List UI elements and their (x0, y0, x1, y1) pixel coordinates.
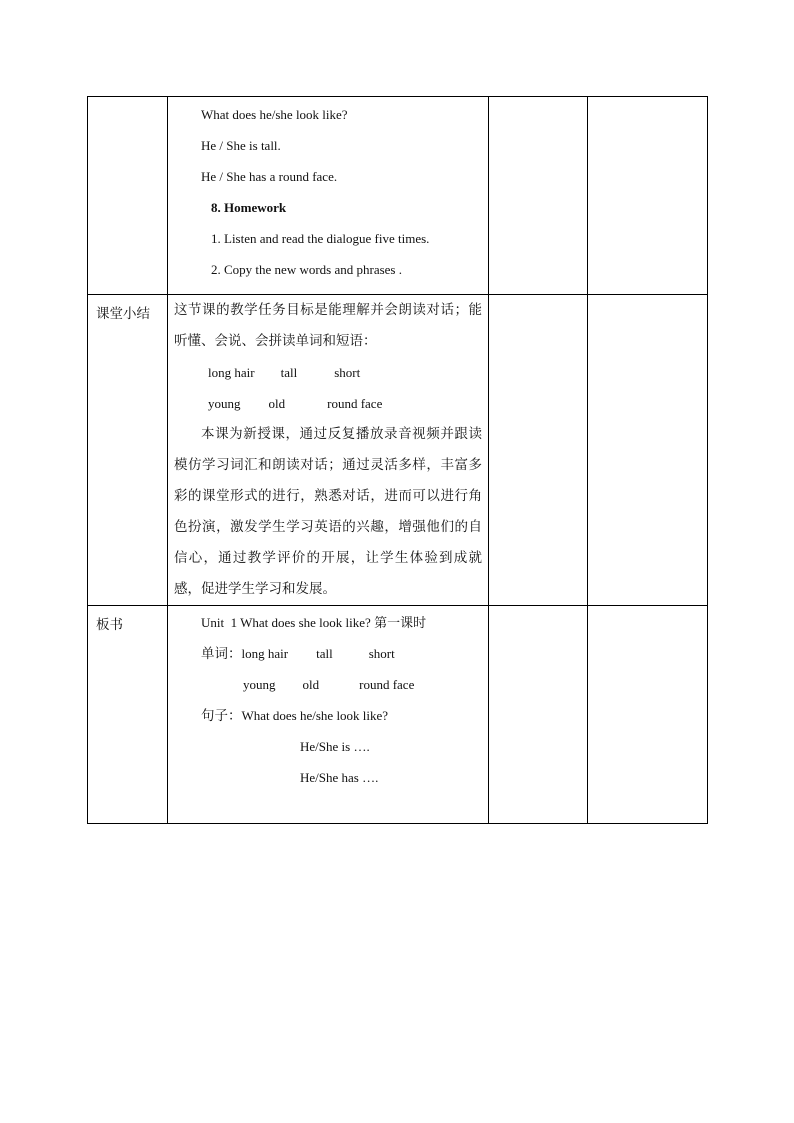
row-label: 板书 (96, 617, 123, 633)
vocab-word: young (243, 677, 276, 692)
table-row-blackboard (88, 606, 708, 824)
row-label: 课堂小结 (96, 306, 150, 322)
homework-item: 2. Copy the new words and phrases . (211, 262, 402, 277)
table-row-dialogue (88, 97, 708, 295)
empty-cell (489, 606, 588, 824)
homework-heading: 8. Homework (211, 200, 287, 215)
vocab-word: short (334, 365, 361, 380)
vocab-word: long hair (241, 646, 289, 661)
table-row-summary (88, 295, 708, 606)
content-cell-summary (168, 295, 489, 606)
content-cell-dialogue (168, 97, 489, 295)
sentence-question: What does he/she look like? (241, 708, 389, 723)
sentence-label: 句子： (201, 708, 242, 724)
vocab-word: round face (359, 677, 415, 692)
words-label: 单词： (201, 646, 242, 662)
vocab-word: old (268, 396, 286, 411)
empty-cell (588, 606, 708, 824)
words-line (168, 638, 488, 669)
vocab-word: tall (280, 365, 298, 380)
empty-cell (588, 97, 708, 295)
vocab-word: old (302, 677, 320, 692)
blackboard-title: Unit 1 What does she look like? 第一课时 (201, 615, 427, 630)
sentence-line (168, 700, 488, 731)
sentence-answer: He/She has …. (300, 770, 379, 785)
content-cell-blackboard (168, 606, 489, 824)
sentence-answer: He/She is …. (300, 739, 370, 754)
empty-cell (588, 295, 708, 606)
label-cell-summary (88, 295, 168, 606)
dialogue-line: He / She has a round face. (201, 169, 338, 184)
empty-cell (489, 97, 588, 295)
vocab-line (168, 357, 488, 388)
summary-paragraph: 这节课的教学任务目标是能理解并会朗读对话；能听懂、会说、会拼读单词和短语： (174, 302, 482, 349)
dialogue-line: He / She is tall. (201, 138, 281, 153)
vocab-word: long hair (208, 365, 255, 380)
vocab-word: young (208, 396, 241, 411)
vocab-word: short (368, 646, 395, 661)
vocab-line (168, 388, 488, 419)
lesson-plan-table (87, 96, 708, 824)
vocab-word: round face (327, 396, 383, 411)
words-line (168, 669, 488, 700)
homework-item: 1. Listen and read the dialogue five times. (211, 231, 430, 246)
label-cell-empty (88, 97, 168, 295)
label-cell-blackboard (88, 606, 168, 824)
summary-paragraph: 本课为新授课，通过反复播放录音视频并跟读模仿学习词汇和朗读对话；通过灵活多样，丰富多彩的课堂形式的进行，熟悉对话，进而可以进行角色扮演，激发学生学习英语的兴趣，增强他们的自信心，通过教学评价的开展，让学生体验到成就感，促进学生学习和发展。 (174, 426, 482, 597)
empty-cell (489, 295, 588, 606)
vocab-word: tall (316, 646, 333, 661)
dialogue-line: What does he/she look like? (201, 107, 348, 122)
